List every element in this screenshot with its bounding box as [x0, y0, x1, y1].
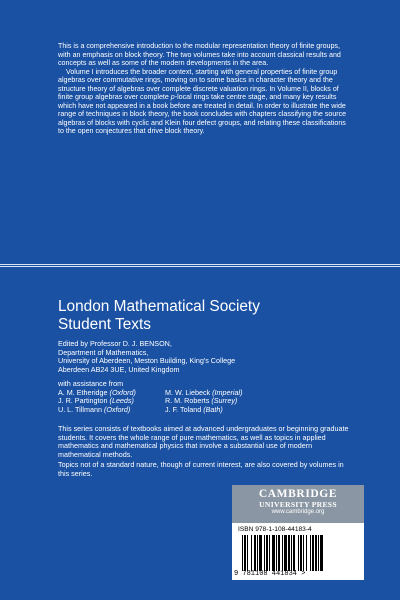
barcode-digits: 9 781108 441834 > — [234, 570, 306, 578]
divider-line-bottom — [0, 266, 400, 267]
editor-line-1: Edited by Professor D. J. BENSON, — [58, 339, 172, 348]
publisher-url: www.cambridge.org — [271, 509, 325, 515]
assistant-entry: J. F. Toland (Bath) — [165, 404, 223, 414]
blurb-paragraph-2-text-b: -local rings take centre stage, and many key results which have not appeared in a book before are treated in detail. In order to illustrate the wide range of techniques in block theory, the book concludes with chapters classifying the source algebras of blocks with cyclic and Klein four defect groups, and relating these classifications to the open conjectures that drive block theory. — [58, 93, 347, 135]
editor-block — [58, 340, 235, 374]
blurb-paragraph-2 — [58, 68, 350, 136]
assistance-heading: with assistance from — [58, 379, 124, 388]
series-title — [58, 298, 260, 334]
back-cover-blurb — [58, 42, 350, 136]
series-description — [58, 425, 354, 480]
series-title-line-2: Student Texts — [58, 316, 151, 333]
assistance-block — [58, 380, 315, 414]
editor-line-4: Aberdeen AB24 3UE, United Kingdom — [58, 364, 180, 374]
assistant-entry: M. W. Liebeck (Imperial) — [165, 387, 243, 397]
assistant-entry: A. M. Etheridge (Oxford) — [58, 387, 136, 397]
blurb-paragraph-2-text-a: Volume I introduces the broader context, starting with general properties of finite group algebras over commutative rings, moving on to some basics in character theory and the structure theory of algebras over complete discrete valuation rings. In Volume II, blocks of finite group algebras over complete — [58, 67, 339, 101]
assistance-grid — [58, 389, 315, 415]
divider-line-top — [0, 264, 400, 265]
isbn-text: ISBN 978-1-108-44183-4 — [238, 526, 312, 533]
assistant-entry: R. M. Roberts (Surrey) — [165, 396, 238, 405]
editor-line-2: Department of Mathematics, — [58, 347, 149, 357]
publisher-subtitle: UNIVERSITY PRESS — [259, 500, 337, 509]
assistant-entry: U. L. Tillmann (Oxford) — [58, 404, 131, 414]
publisher-logo-box — [232, 485, 364, 523]
barcode-box — [232, 523, 364, 580]
blurb-paragraph-2-italic-p: p — [170, 93, 175, 101]
assistant-entry: J. R. Partington (Leeds) — [58, 396, 134, 405]
editor-line-3: University of Aberdeen, Meston Building, King's College — [58, 356, 236, 365]
blurb-paragraph-1: This is a comprehensive introduction to the modular representation theory of finite groups, with an emphasis on block theory. The two volumes take into account classical results and concepts as well as some of the modern developments in the area. — [58, 42, 341, 67]
series-description-paragraph-1: This series consists of textbooks aimed at advanced undergraduates or beginning graduate students. It covers the whole range of pure mathematics, as well as topics in applied mathematics and mathematical physics that involve a substantial use of modern mathematical methods. — [58, 424, 349, 459]
series-title-line-1: London Mathematical Society — [58, 298, 260, 315]
barcode-icon — [242, 535, 354, 571]
series-description-paragraph-2: Topics not of a standard nature, though of current interest, are also covered by volumes in this series. — [58, 460, 344, 478]
publisher-name: CAMBRIDGE — [258, 488, 338, 500]
